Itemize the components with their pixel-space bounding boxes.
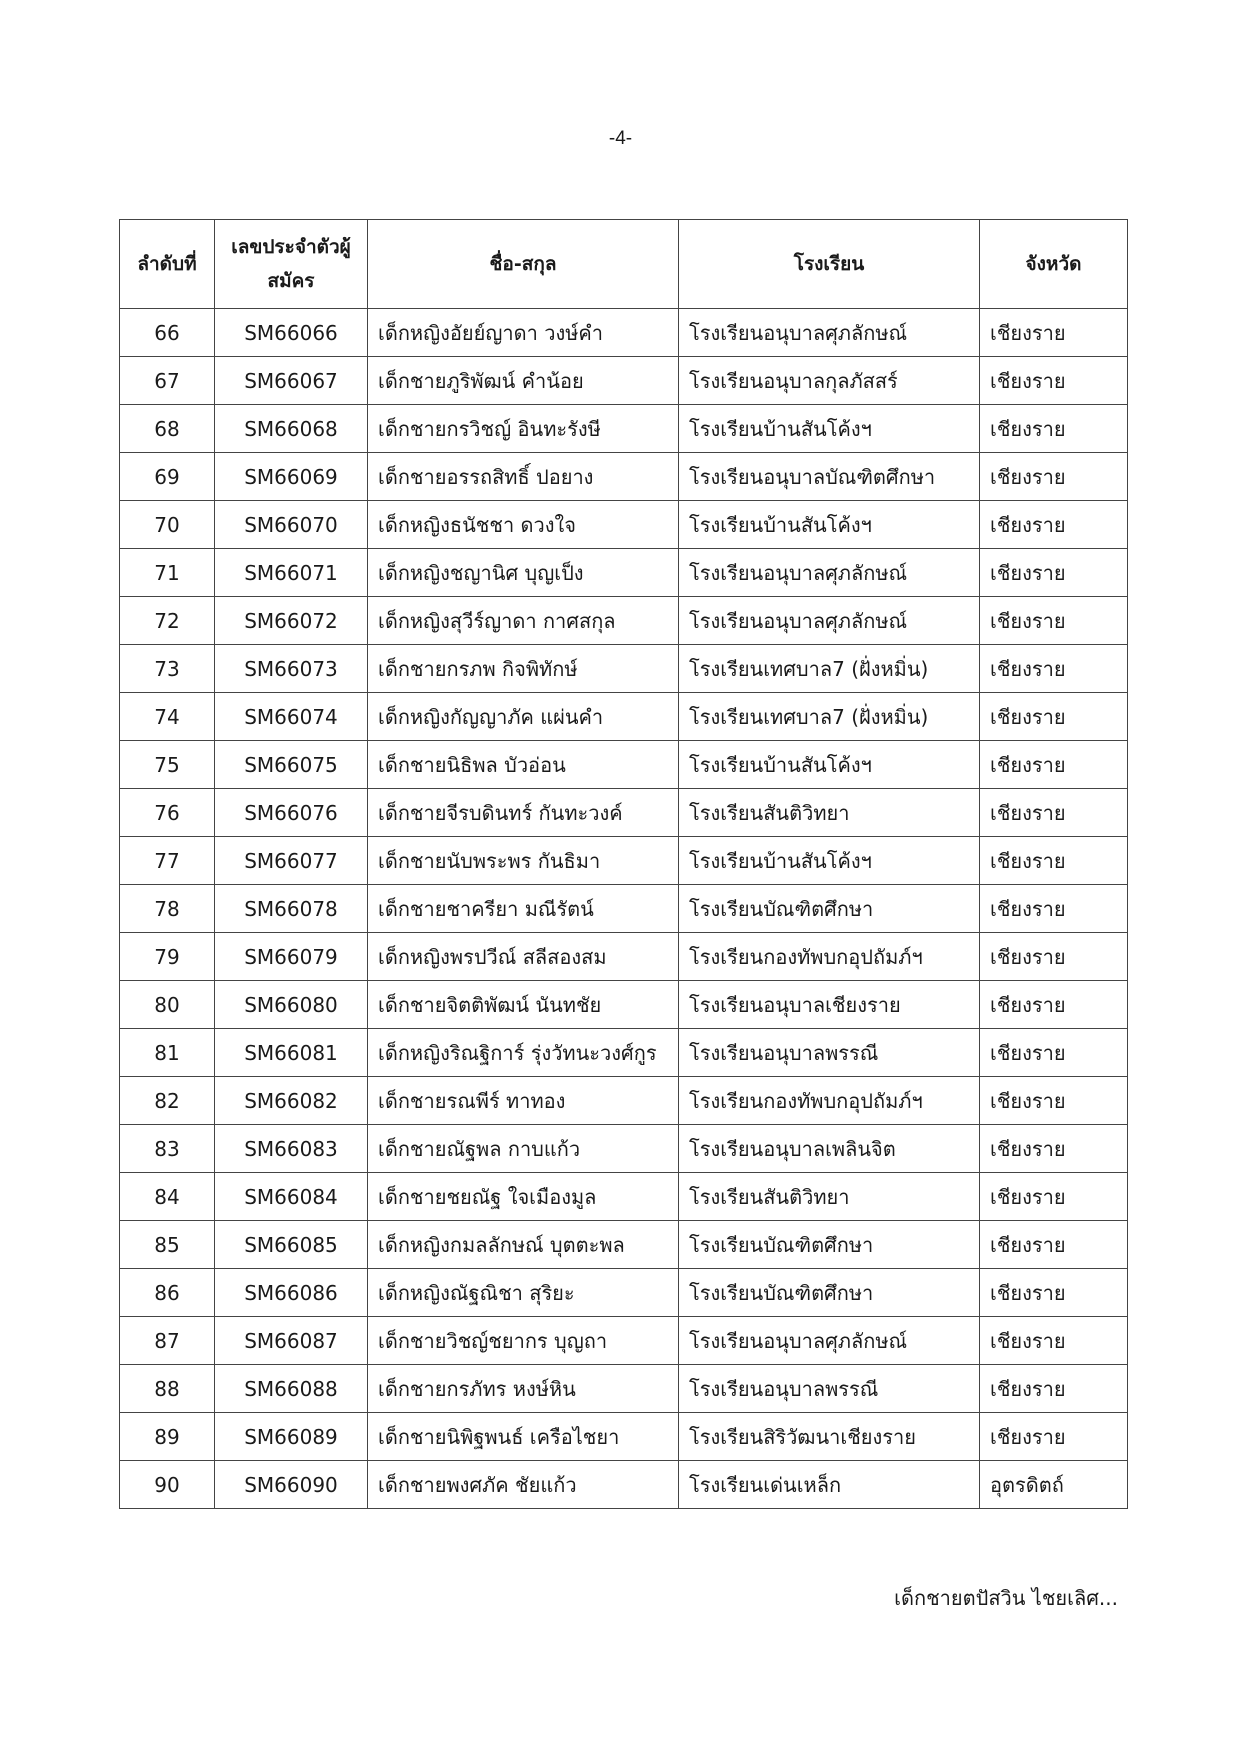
- cell-school: โรงเรียนกองทัพบกอุปถัมภ์ฯ: [679, 933, 980, 981]
- cell-applicant-id: SM66072: [215, 597, 368, 645]
- table-row: [120, 501, 1128, 549]
- table-row: [120, 597, 1128, 645]
- cell-applicant-id: SM66071: [215, 549, 368, 597]
- cell-province: เชียงราย: [980, 405, 1128, 453]
- cell-applicant-id: SM66070: [215, 501, 368, 549]
- cell-province: เชียงราย: [980, 741, 1128, 789]
- cell-order: 82: [120, 1077, 215, 1125]
- table-row: [120, 453, 1128, 501]
- cell-school: โรงเรียนอนุบาลเชียงราย: [679, 981, 980, 1029]
- page-number: -4-: [608, 128, 633, 149]
- cell-full-name: เด็กหญิงสุวีร์ญาดา กาศสกุล: [368, 597, 679, 645]
- cell-order: 80: [120, 981, 215, 1029]
- cell-full-name: เด็กชายชยณัฐ ใจเมืองมูล: [368, 1173, 679, 1221]
- cell-full-name: เด็กหญิงพรปวีณ์ สลีสองสม: [368, 933, 679, 981]
- table-row: [120, 309, 1128, 357]
- cell-applicant-id: SM66066: [215, 309, 368, 357]
- cell-order: 77: [120, 837, 215, 885]
- cell-full-name: เด็กหญิงกัญญาภัค แผ่นคำ: [368, 693, 679, 741]
- cell-order: 68: [120, 405, 215, 453]
- cell-order: 74: [120, 693, 215, 741]
- cell-order: 81: [120, 1029, 215, 1077]
- cell-applicant-id: SM66089: [215, 1413, 368, 1461]
- cell-province: เชียงราย: [980, 693, 1128, 741]
- cell-province: เชียงราย: [980, 933, 1128, 981]
- cell-full-name: เด็กชายรณพีร์ ทาทอง: [368, 1077, 679, 1125]
- header-order: ลำดับที่: [120, 220, 215, 309]
- table-row: [120, 1317, 1128, 1365]
- continuation-text: เด็กชายตปัสวิน ไชยเลิศ...: [894, 1586, 1118, 1610]
- cell-province: เชียงราย: [980, 1317, 1128, 1365]
- cell-province: เชียงราย: [980, 453, 1128, 501]
- cell-full-name: เด็กชายจิตติพัฒน์ นันทชัย: [368, 981, 679, 1029]
- cell-applicant-id: SM66088: [215, 1365, 368, 1413]
- cell-applicant-id: SM66084: [215, 1173, 368, 1221]
- table-row: [120, 981, 1128, 1029]
- cell-school: โรงเรียนอนุบาลเพลินจิต: [679, 1125, 980, 1173]
- cell-full-name: เด็กชายกรภัทร หงษ์หิน: [368, 1365, 679, 1413]
- header-applicant-id: เลขประจำตัวผู้สมัคร: [215, 220, 368, 309]
- cell-applicant-id: SM66085: [215, 1221, 368, 1269]
- cell-province: เชียงราย: [980, 597, 1128, 645]
- cell-full-name: เด็กชายนิพิฐพนธ์ เครือไชยา: [368, 1413, 679, 1461]
- table-row: [120, 885, 1128, 933]
- table-row: [120, 405, 1128, 453]
- cell-full-name: เด็กหญิงธนัชชา ดวงใจ: [368, 501, 679, 549]
- table-row: [120, 357, 1128, 405]
- cell-full-name: เด็กหญิงชญานิศ บุญเป็ง: [368, 549, 679, 597]
- cell-order: 76: [120, 789, 215, 837]
- applicant-table: [119, 219, 1128, 1509]
- cell-order: 71: [120, 549, 215, 597]
- cell-school: โรงเรียนอนุบาลศุภลักษณ์: [679, 549, 980, 597]
- cell-order: 86: [120, 1269, 215, 1317]
- cell-order: 78: [120, 885, 215, 933]
- cell-applicant-id: SM66076: [215, 789, 368, 837]
- cell-applicant-id: SM66090: [215, 1461, 368, 1509]
- cell-full-name: เด็กชายภูริพัฒน์ คำน้อย: [368, 357, 679, 405]
- table-row: [120, 1413, 1128, 1461]
- table-row: [120, 1365, 1128, 1413]
- cell-order: 70: [120, 501, 215, 549]
- cell-school: โรงเรียนบัณฑิตศึกษา: [679, 885, 980, 933]
- cell-full-name: เด็กชายอรรถสิทธิ์ ปอยาง: [368, 453, 679, 501]
- cell-order: 69: [120, 453, 215, 501]
- cell-province: เชียงราย: [980, 501, 1128, 549]
- cell-school: โรงเรียนบ้านสันโค้งฯ: [679, 837, 980, 885]
- table-row: [120, 741, 1128, 789]
- cell-applicant-id: SM66086: [215, 1269, 368, 1317]
- cell-full-name: เด็กชายชาครียา มณีรัตน์: [368, 885, 679, 933]
- table-row: [120, 933, 1128, 981]
- cell-full-name: เด็กชายกรภพ กิจพิทักษ์: [368, 645, 679, 693]
- cell-school: โรงเรียนบ้านสันโค้งฯ: [679, 405, 980, 453]
- cell-school: โรงเรียนเทศบาล7 (ฝั่งหมิ่น): [679, 645, 980, 693]
- cell-province: เชียงราย: [980, 885, 1128, 933]
- cell-province: เชียงราย: [980, 1221, 1128, 1269]
- cell-province: เชียงราย: [980, 309, 1128, 357]
- cell-applicant-id: SM66082: [215, 1077, 368, 1125]
- cell-order: 85: [120, 1221, 215, 1269]
- cell-full-name: เด็กชายจีรบดินทร์ กันทะวงค์: [368, 789, 679, 837]
- table-row: [120, 1461, 1128, 1509]
- cell-order: 67: [120, 357, 215, 405]
- table-row: [120, 1029, 1128, 1077]
- cell-province: เชียงราย: [980, 1029, 1128, 1077]
- table-row: [120, 1173, 1128, 1221]
- cell-school: โรงเรียนสันติวิทยา: [679, 789, 980, 837]
- header-province: จังหวัด: [980, 220, 1128, 309]
- cell-full-name: เด็กชายวิชญ์ชยากร บุญถา: [368, 1317, 679, 1365]
- table-row: [120, 837, 1128, 885]
- cell-school: โรงเรียนอนุบาลกุลภัสสร์: [679, 357, 980, 405]
- cell-province: เชียงราย: [980, 1365, 1128, 1413]
- cell-full-name: เด็กชายกรวิชญ์ อินทะรังษี: [368, 405, 679, 453]
- header-full-name: ชื่อ-สกุล: [368, 220, 679, 309]
- table-row: [120, 1077, 1128, 1125]
- cell-applicant-id: SM66075: [215, 741, 368, 789]
- cell-applicant-id: SM66073: [215, 645, 368, 693]
- cell-order: 87: [120, 1317, 215, 1365]
- cell-applicant-id: SM66068: [215, 405, 368, 453]
- cell-province: เชียงราย: [980, 1125, 1128, 1173]
- table-row: [120, 789, 1128, 837]
- cell-applicant-id: SM66078: [215, 885, 368, 933]
- cell-school: โรงเรียนบ้านสันโค้งฯ: [679, 741, 980, 789]
- cell-order: 73: [120, 645, 215, 693]
- table-header-row: [120, 220, 1128, 309]
- cell-school: โรงเรียนอนุบาลศุภลักษณ์: [679, 1317, 980, 1365]
- cell-school: โรงเรียนอนุบาลพรรณี: [679, 1365, 980, 1413]
- cell-full-name: เด็กหญิงกมลลักษณ์ บุตตะพล: [368, 1221, 679, 1269]
- cell-applicant-id: SM66069: [215, 453, 368, 501]
- table-row: [120, 549, 1128, 597]
- cell-applicant-id: SM66081: [215, 1029, 368, 1077]
- cell-full-name: เด็กชายพงศภัค ชัยแก้ว: [368, 1461, 679, 1509]
- cell-full-name: เด็กชายณัฐพล กาบแก้ว: [368, 1125, 679, 1173]
- cell-school: โรงเรียนเด่นเหล็ก: [679, 1461, 980, 1509]
- cell-province: เชียงราย: [980, 357, 1128, 405]
- cell-province: เชียงราย: [980, 1269, 1128, 1317]
- cell-applicant-id: SM66079: [215, 933, 368, 981]
- cell-order: 72: [120, 597, 215, 645]
- cell-full-name: เด็กหญิงณัฐณิชา สุริยะ: [368, 1269, 679, 1317]
- cell-school: โรงเรียนเทศบาล7 (ฝั่งหมิ่น): [679, 693, 980, 741]
- cell-school: โรงเรียนอนุบาลศุภลักษณ์: [679, 597, 980, 645]
- table-row: [120, 1221, 1128, 1269]
- cell-applicant-id: SM66083: [215, 1125, 368, 1173]
- table-row: [120, 693, 1128, 741]
- cell-school: โรงเรียนอนุบาลบัณฑิตศึกษา: [679, 453, 980, 501]
- cell-order: 75: [120, 741, 215, 789]
- cell-province: เชียงราย: [980, 645, 1128, 693]
- table-row: [120, 1125, 1128, 1173]
- cell-applicant-id: SM66077: [215, 837, 368, 885]
- cell-province: เชียงราย: [980, 1173, 1128, 1221]
- cell-applicant-id: SM66087: [215, 1317, 368, 1365]
- cell-province: เชียงราย: [980, 837, 1128, 885]
- table-body: [120, 309, 1128, 1509]
- cell-order: 79: [120, 933, 215, 981]
- cell-school: โรงเรียนกองทัพบกอุปถัมภ์ฯ: [679, 1077, 980, 1125]
- cell-order: 90: [120, 1461, 215, 1509]
- cell-school: โรงเรียนสันติวิทยา: [679, 1173, 980, 1221]
- cell-school: โรงเรียนสิริวัฒนาเชียงราย: [679, 1413, 980, 1461]
- cell-province: เชียงราย: [980, 1077, 1128, 1125]
- cell-province: เชียงราย: [980, 549, 1128, 597]
- cell-order: 84: [120, 1173, 215, 1221]
- cell-full-name: เด็กหญิงอัยย์ญาดา วงษ์คำ: [368, 309, 679, 357]
- cell-school: โรงเรียนบัณฑิตศึกษา: [679, 1269, 980, 1317]
- cell-province: เชียงราย: [980, 789, 1128, 837]
- cell-order: 66: [120, 309, 215, 357]
- cell-school: โรงเรียนอนุบาลศุภลักษณ์: [679, 309, 980, 357]
- cell-province: อุตรดิตถ์: [980, 1461, 1128, 1509]
- cell-school: โรงเรียนอนุบาลพรรณี: [679, 1029, 980, 1077]
- cell-full-name: เด็กชายนับพระพร กันธิมา: [368, 837, 679, 885]
- cell-province: เชียงราย: [980, 981, 1128, 1029]
- header-school: โรงเรียน: [679, 220, 980, 309]
- cell-province: เชียงราย: [980, 1413, 1128, 1461]
- cell-full-name: เด็กหญิงริณฐิการ์ รุ่งวัทนะวงศ์กูร: [368, 1029, 679, 1077]
- cell-school: โรงเรียนบ้านสันโค้งฯ: [679, 501, 980, 549]
- cell-applicant-id: SM66067: [215, 357, 368, 405]
- cell-order: 89: [120, 1413, 215, 1461]
- table-row: [120, 645, 1128, 693]
- cell-applicant-id: SM66080: [215, 981, 368, 1029]
- table-row: [120, 1269, 1128, 1317]
- cell-full-name: เด็กชายนิธิพล บัวอ่อน: [368, 741, 679, 789]
- cell-order: 83: [120, 1125, 215, 1173]
- cell-applicant-id: SM66074: [215, 693, 368, 741]
- cell-school: โรงเรียนบัณฑิตศึกษา: [679, 1221, 980, 1269]
- cell-order: 88: [120, 1365, 215, 1413]
